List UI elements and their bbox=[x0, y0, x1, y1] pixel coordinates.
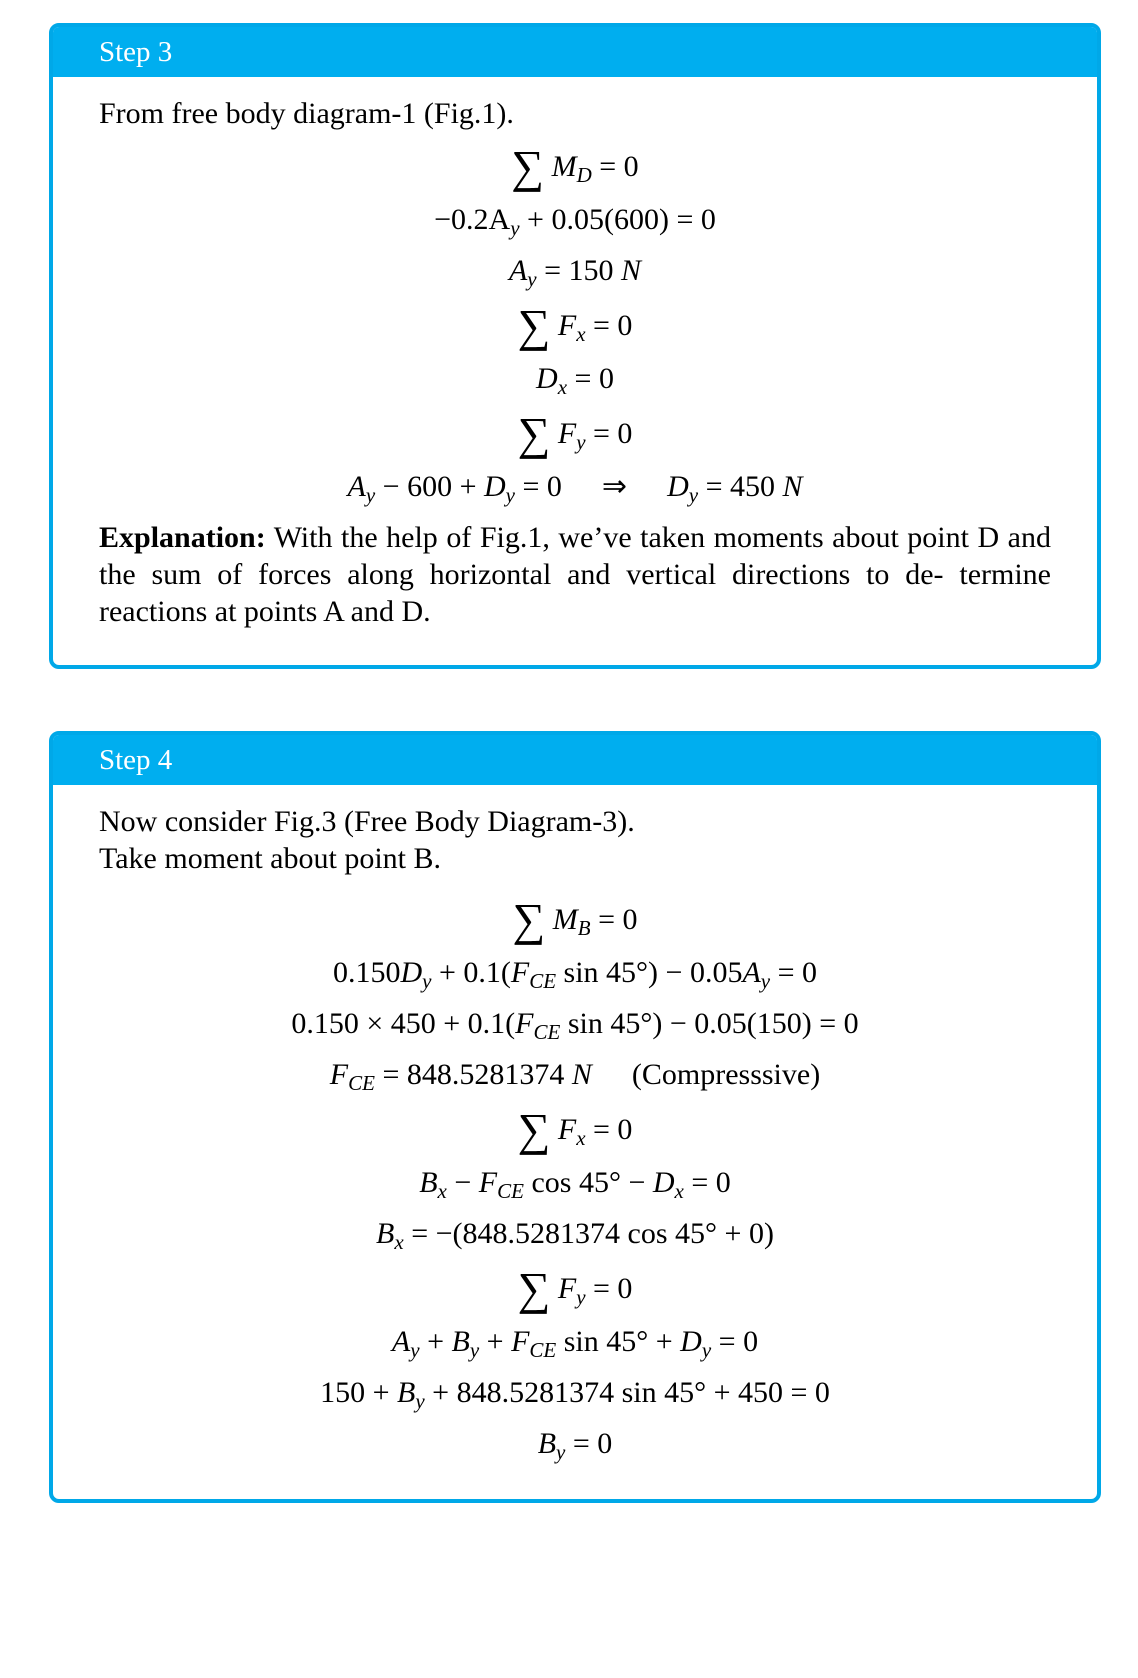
equation-dx: $D_x = 0$ bbox=[536, 362, 614, 399]
equation-sum-fy-2: ∑ $F_y = 0$ bbox=[517, 1263, 633, 1314]
equation-sum-fx-2: ∑ $F_x = 0$ bbox=[517, 1104, 633, 1155]
step-4-body bbox=[53, 785, 1097, 1462]
explanation-label: Explanation: bbox=[99, 521, 266, 554]
equation-by-balance: $A_y + B_y + F_{CE}$ $\sin 45^\circ + D_y = 0$ bbox=[391, 1325, 759, 1362]
step-4-box bbox=[49, 731, 1101, 1503]
equation-moment-b: $0.150D_y + 0.1(F_{CE}$ $\sin 45^\circ) - 0.05A_y = 0$ bbox=[332, 956, 818, 993]
equation-fce: $F_{CE} = 848.5281374$ N (Compresssive) bbox=[329, 1058, 821, 1095]
equation-dy: $A_y - 600 + D_y = 0$ ⇒ $D_y = 450$ N bbox=[347, 470, 803, 507]
equation-by: $B_y = 0$ bbox=[537, 1427, 613, 1464]
step-3-explanation bbox=[99, 519, 1051, 630]
equation-by-values: $150 + B_y + 848.5281374$ sin 45° + 450 = 0 bbox=[320, 1376, 830, 1413]
equation-sum-fy: ∑ $F_y = 0$ bbox=[517, 408, 633, 459]
equation-bx-balance: $B_x - F_{CE}$ $\cos 45^\circ - D_x = 0$ bbox=[419, 1166, 731, 1203]
step-3-body bbox=[53, 77, 1097, 630]
equation-ay: $A_y = 150$ N bbox=[508, 254, 642, 291]
equation-bx: $B_x = -(848.5281374$ cos 45° + 0) bbox=[376, 1217, 774, 1254]
equation-sum-fx: ∑ $F_x = 0$ bbox=[517, 300, 633, 351]
equation-moment-b-values: $0.150 \times 450 + 0.1(F_{CE}$ sin 45°) − 0.05(150) = 0 bbox=[291, 1007, 859, 1044]
equation-sum-md: ∑ $M_D = 0$ bbox=[511, 141, 639, 192]
equation-sum-mb: ∑ $M_B = 0$ bbox=[512, 894, 638, 945]
step-4-title: Step 4 bbox=[53, 735, 1097, 785]
step-3-title: Step 3 bbox=[53, 27, 1097, 77]
step-3-box bbox=[49, 23, 1101, 669]
step-3-intro: From free body diagram-1 (Fig.1). bbox=[99, 97, 514, 130]
explanation-text: With the help of Fig.1, we’ve taken moments about point D and the sum of forces along horizontal and vertical directions to de- termine reactions at points A and D. bbox=[99, 521, 1051, 628]
equation-moment-d: $-0.2A_y + 0.05(600) = 0$ bbox=[434, 203, 716, 240]
step-4-intro-line-1: Now consider Fig.3 (Free Body Diagram-3). bbox=[99, 805, 635, 838]
step-4-intro-line-2: Take moment about point B. bbox=[99, 842, 442, 875]
